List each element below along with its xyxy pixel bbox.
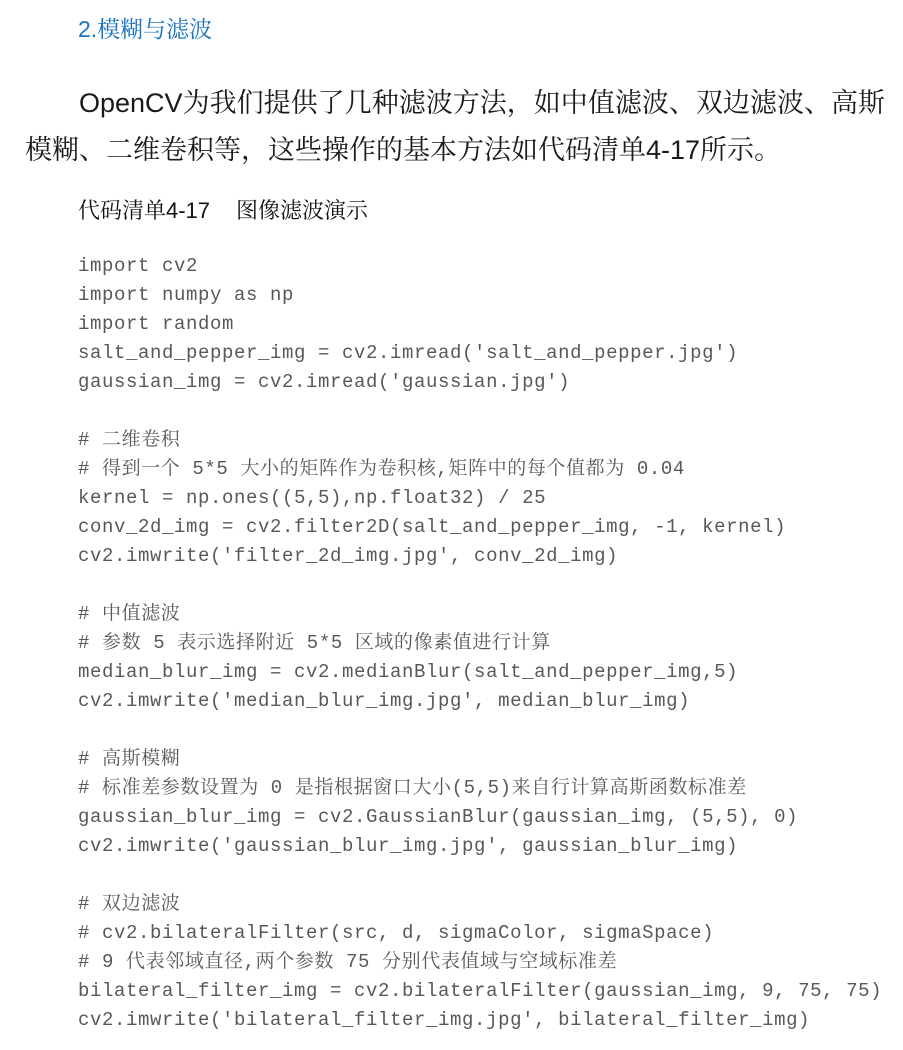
listing-caption-label: 代码清单4-17 [78, 198, 211, 223]
code-line: cv2.imwrite('gaussian_blur_img.jpg', gaussian_blur_img) [78, 835, 739, 857]
code-line: # cv2.bilateralFilter(src, d, sigmaColor, sigmaSpace) [78, 922, 715, 944]
code-line [78, 571, 903, 600]
code-line: median_blur_img = cv2.medianBlur(salt_and_pepper_img,5) [78, 661, 739, 683]
code-line: # 9 代表邻域直径,两个参数 75 分别代表值域与空域标准差 [78, 951, 618, 973]
code-line: # 标准差参数设置为 0 是指根据窗口大小(5,5)来自行计算高斯函数标准差 [78, 777, 747, 799]
code-line: # 二维卷积 [78, 429, 181, 451]
code-line: import random [78, 313, 235, 335]
code-line: # 参数 5 表示选择附近 5*5 区域的像素值进行计算 [78, 632, 551, 654]
code-line: gaussian_blur_img = cv2.GaussianBlur(gaussian_img, (5,5), 0) [78, 806, 799, 828]
code-block [78, 252, 903, 1035]
section-heading: 2.模糊与滤波 [78, 16, 213, 42]
code-line: kernel = np.ones((5,5),np.float32) / 25 [78, 487, 547, 509]
code-line: # 得到一个 5*5 大小的矩阵作为卷积核,矩阵中的每个值都为 0.04 [78, 458, 685, 480]
code-line [78, 716, 903, 745]
code-line: conv_2d_img = cv2.filter2D(salt_and_pepper_img, -1, kernel) [78, 516, 787, 538]
body-paragraph: OpenCV为我们提供了几种滤波方法，如中值滤波、双边滤波、高斯模糊、二维卷积等，这些操作的基本方法如代码清单4-17所示。 [25, 88, 885, 165]
code-line: salt_and_pepper_img = cv2.imread('salt_and_pepper.jpg') [78, 342, 739, 364]
code-line: import cv2 [78, 255, 199, 277]
code-line: cv2.imwrite('filter_2d_img.jpg', conv_2d_img) [78, 545, 619, 567]
listing-caption-title: 图像滤波演示 [236, 198, 369, 223]
code-line: # 中值滤波 [78, 603, 181, 625]
code-line: # 双边滤波 [78, 893, 181, 915]
book-page [0, 14, 903, 1050]
code-line: cv2.imwrite('median_blur_img.jpg', median_blur_img) [78, 690, 691, 712]
code-line: gaussian_img = cv2.imread('gaussian.jpg') [78, 371, 571, 393]
code-line: cv2.imwrite('bilateral_filter_img.jpg', bilateral_filter_img) [78, 1009, 811, 1031]
code-line: import numpy as np [78, 284, 295, 306]
code-line: # 高斯模糊 [78, 748, 181, 770]
code-line [78, 397, 903, 426]
code-line: bilateral_filter_img = cv2.bilateralFilter(gaussian_img, 9, 75, 75) [78, 980, 883, 1002]
code-line [78, 861, 903, 890]
listing-caption [78, 196, 903, 226]
